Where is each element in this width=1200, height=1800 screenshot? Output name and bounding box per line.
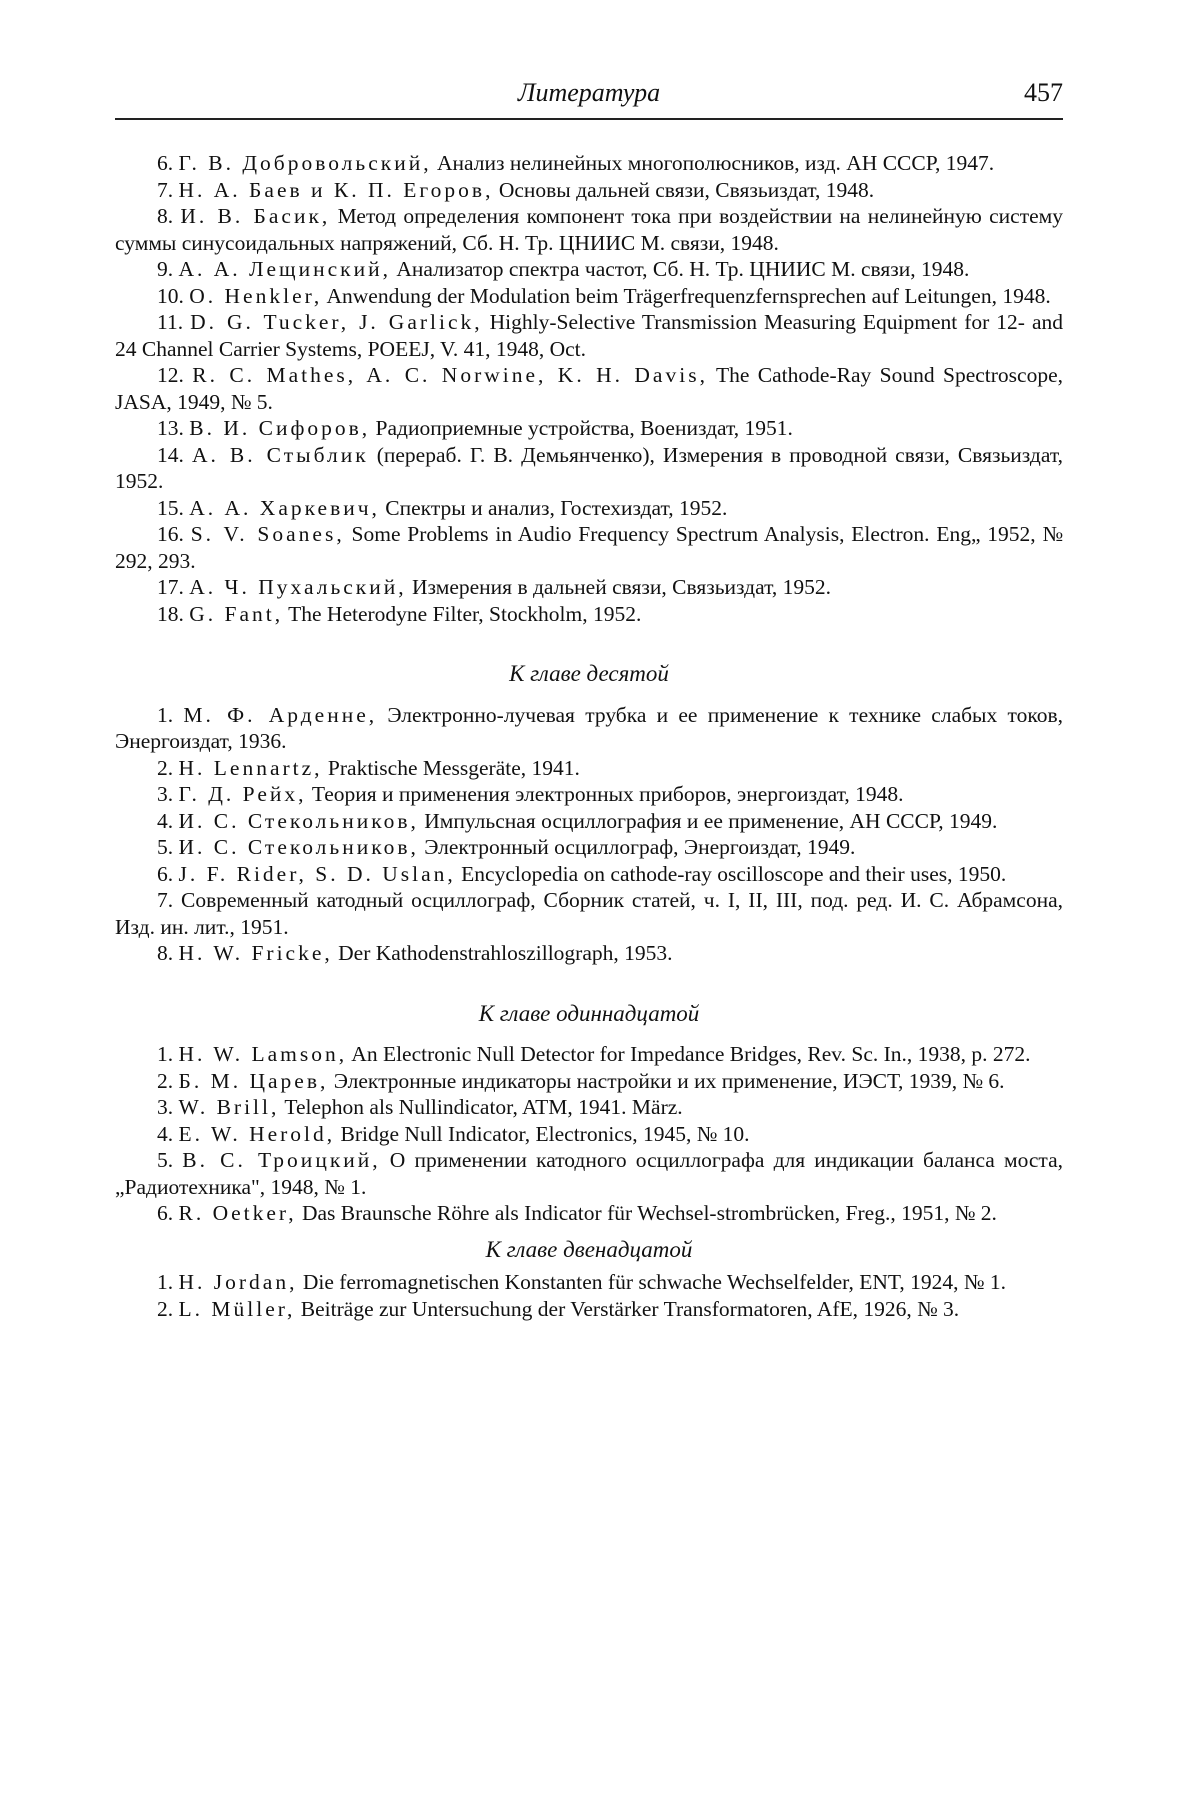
entry-author: Б. М. Царев, <box>178 1068 329 1093</box>
entry-author: А. Ч. Пухальский, <box>189 575 407 599</box>
entry-author: H. W. Lamson, <box>178 1042 348 1066</box>
bibliography-continued <box>115 150 1063 627</box>
entry-number: 8. <box>157 204 174 228</box>
entry-text: Das Braunsche Röhre als Indicator für Wechsel-strombrücken, Freg., 1951, № 2. <box>296 1201 997 1225</box>
bibliography-entry <box>115 1269 1063 1296</box>
section-heading: К главе двенадцатой <box>485 1236 693 1262</box>
entry-text: The Heterodyne Filter, Stockholm, 1952. <box>283 601 642 626</box>
entry-text: An Electronic Null Detector for Impedance Bridges, Rev. Sc. In., 1938, p. 272. <box>347 1042 1031 1066</box>
entry-author: И. С. Стекольников, <box>178 808 419 833</box>
entry-number: 4. <box>157 808 174 833</box>
entry-text: Теория и применения электронных приборов, энергоиздат, 1948. <box>306 782 904 806</box>
entry-author: J. F. Rider, S. D. Uslan, <box>178 861 456 886</box>
entry-author: А. А. Лещинский, <box>178 257 391 281</box>
page-header <box>115 78 1063 110</box>
entry-text: Highly-Selective Transmission Measuring Equipment for 12- and 24 Channel Carrier Systems, POEEJ, V. 41, 1948, Oct. <box>115 310 1063 361</box>
entry-number: 7. <box>157 888 174 912</box>
entry-text: Encyclopedia on cathode-ray oscilloscope and their uses, 1950. <box>455 861 1007 886</box>
entry-author: И. С. Стекольников, <box>178 835 419 859</box>
entry-text: Электронно-лучевая трубка и ее применение к технике слабых токов, Энергоиздат, 1936. <box>115 702 1063 753</box>
entry-author: В. С. Троицкий, <box>182 1148 381 1172</box>
bibliography-entry <box>115 283 1063 310</box>
bibliography-entry <box>115 415 1063 442</box>
section-heading: К главе десятой <box>509 661 669 686</box>
bibliography-entry <box>115 442 1063 495</box>
entry-text: Anwendung der Modulation beim Trägerfrequenzfernsprechen auf Leitungen, 1948. <box>322 283 1051 308</box>
bibliography-entry <box>115 177 1063 204</box>
entry-number: 11. <box>157 310 184 334</box>
chapter-sections <box>115 661 1063 1322</box>
entry-author: H. Jordan, <box>178 1270 298 1294</box>
entry-text: Some Problems in Audio Frequency Spectrum Analysis, Electron. Eng„ 1952, № 292, 293. <box>115 522 1064 573</box>
entry-text: Анализатор спектра частот, Сб. Н. Тр. ЦНИИС М. связи, 1948. <box>390 257 970 281</box>
entry-number: 7. <box>157 177 174 202</box>
entry-text: Метод определения компонент тока при воздействии на нелинейную систему суммы синусоидальных напряжений, Сб. Н. Тр. ЦНИИС М. связи, 1948. <box>115 204 1063 255</box>
entry-author: O. Henkler, <box>189 283 323 308</box>
entry-author: Г. В. Добровольский, <box>178 151 432 175</box>
bibliography-entry <box>115 1121 1063 1148</box>
entry-author: А. А. Харкевич, <box>189 495 380 520</box>
entry-number: 6. <box>157 151 174 175</box>
entry-text: Электронный осциллограф, Энергоиздат, 1949. <box>418 835 856 859</box>
entry-text: Электронные индикаторы настройки и их применение, ИЭСТ, 1939, № 6. <box>328 1068 1005 1093</box>
entry-text: О применении катодного осциллографа для индикации баланса моста, „Радиотехника", 1948, № 1. <box>115 1148 1064 1199</box>
bibliography-entry <box>115 203 1063 256</box>
entry-author: L. Müller, <box>178 1296 296 1321</box>
entry-author: H. Lennartz, <box>178 755 323 780</box>
bibliography-entry <box>115 755 1063 782</box>
entry-number: 14. <box>157 442 184 467</box>
bibliography-entry <box>115 781 1063 808</box>
entry-number: 2. <box>157 1068 174 1093</box>
bibliography-entry <box>115 861 1063 888</box>
bibliography-entry <box>115 521 1063 574</box>
entry-text: Beiträge zur Untersuchung der Verstärker Transformatoren, AfE, 1926, № 3. <box>295 1296 960 1321</box>
entry-text: The Cathode-Ray Sound Spectroscope, JASA, 1949, № 5. <box>115 363 1063 414</box>
entry-text: Telephon als Nullindicator, ATM, 1941. März. <box>279 1095 683 1119</box>
entry-author: В. И. Сифоров, <box>189 416 371 440</box>
entry-author: D. G. Tucker, J. Garlick, <box>190 310 483 334</box>
entry-author: А. В. Стыблик <box>191 442 369 467</box>
page-number: 457 <box>1024 78 1063 107</box>
entry-text: Die ferromagnetischen Konstanten für schwache Wechselfelder, ENT, 1924, № 1. <box>297 1270 1006 1294</box>
bibliography-entry <box>115 1147 1063 1200</box>
entry-text: Измерения в дальней связи, Связьиздат, 1952. <box>406 575 831 599</box>
entry-author: W. Brill, <box>178 1095 280 1119</box>
entry-number: 15. <box>157 495 184 520</box>
entry-number: 1. <box>157 1270 174 1294</box>
entry-author: R. Oetker, <box>178 1201 297 1225</box>
entry-text: Спектры и анализ, Гостехиздат, 1952. <box>379 495 728 520</box>
bibliography-entry <box>115 574 1063 601</box>
bibliography-entry <box>115 808 1063 835</box>
entry-author: E. W. Herold, <box>178 1121 336 1146</box>
entry-number: 3. <box>157 1095 174 1119</box>
entry-author: И. В. Басик, <box>180 204 331 228</box>
entry-text: (перераб. Г. В. Демьянченко), Измерения в проводной связи, Связьиздат, 1952. <box>115 442 1063 493</box>
entry-text: Bridge Null Indicator, Electronics, 1945, № 10. <box>335 1121 750 1146</box>
bibliography-entry <box>115 1068 1063 1095</box>
bibliography-entry <box>115 834 1063 861</box>
section-heading: К главе одиннадцатой <box>478 1000 700 1026</box>
bibliography-entry <box>115 1094 1063 1121</box>
bibliography-entry <box>115 940 1063 967</box>
entry-text: Радиоприемные устройства, Воениздат, 1951. <box>370 416 793 440</box>
entry-text: Анализ нелинейных многополюсников, изд. АН СССР, 1947. <box>431 151 995 175</box>
entry-text: Основы дальней связи, Связьиздат, 1948. <box>493 177 875 202</box>
entry-author: H. W. Fricke, <box>178 941 333 965</box>
entry-author: М. Ф. Арденне, <box>183 702 378 727</box>
bibliography-entry <box>115 150 1063 177</box>
entry-number: 10. <box>157 283 184 308</box>
entry-number: 12. <box>157 363 184 387</box>
bibliography-entry <box>115 309 1063 362</box>
entry-number: 8. <box>157 941 174 965</box>
entry-author: Г. Д. Рейх, <box>178 782 307 806</box>
bibliography-list <box>115 150 1063 1322</box>
bibliography-entry <box>115 702 1063 755</box>
entry-number: 13. <box>157 416 184 440</box>
entry-number: 1. <box>157 702 174 727</box>
bibliography-entry <box>115 887 1063 940</box>
bibliography-entry <box>115 495 1063 522</box>
entry-text: Современный катодный осциллограф, Сборник статей, ч. I, II, III, под. ред. И. С. Абрамсона, Изд. ин. лит., 1951. <box>115 888 1064 939</box>
entry-number: 17. <box>157 575 184 599</box>
entry-author: R. C. Mathes, A. C. Norwine, K. H. Davis, <box>192 363 708 387</box>
entry-text: Der Kathodenstrahloszillograph, 1953. <box>332 941 673 965</box>
entry-text: Praktische Messgeräte, 1941. <box>322 755 580 780</box>
entry-number: 1. <box>157 1042 174 1066</box>
bibliography-entry <box>115 256 1063 283</box>
entry-number: 5. <box>157 1148 174 1172</box>
entry-author: G. Fant, <box>189 601 284 626</box>
entry-number: 18. <box>157 601 184 626</box>
entry-author: Н. А. Баев и К. П. Егоров, <box>178 177 494 202</box>
header-rule <box>115 118 1063 120</box>
entry-number: 9. <box>157 257 174 281</box>
bibliography-entry <box>115 1296 1063 1323</box>
bibliography-entry <box>115 601 1063 628</box>
entry-author: S. V. Soanes, <box>190 522 345 546</box>
entry-number: 5. <box>157 835 174 859</box>
bibliography-entry <box>115 1200 1063 1227</box>
entry-number: 16. <box>157 522 184 546</box>
entry-number: 2. <box>157 755 174 780</box>
entry-number: 3. <box>157 782 174 806</box>
bibliography-entry <box>115 362 1063 415</box>
entry-number: 2. <box>157 1296 174 1321</box>
entry-number: 4. <box>157 1121 174 1146</box>
entry-number: 6. <box>157 1201 174 1225</box>
entry-text: Импульсная осциллография и ее применение, АН СССР, 1949. <box>418 808 998 833</box>
running-title: Литература <box>517 78 661 107</box>
entry-number: 6. <box>157 861 174 886</box>
bibliography-entry <box>115 1041 1063 1068</box>
